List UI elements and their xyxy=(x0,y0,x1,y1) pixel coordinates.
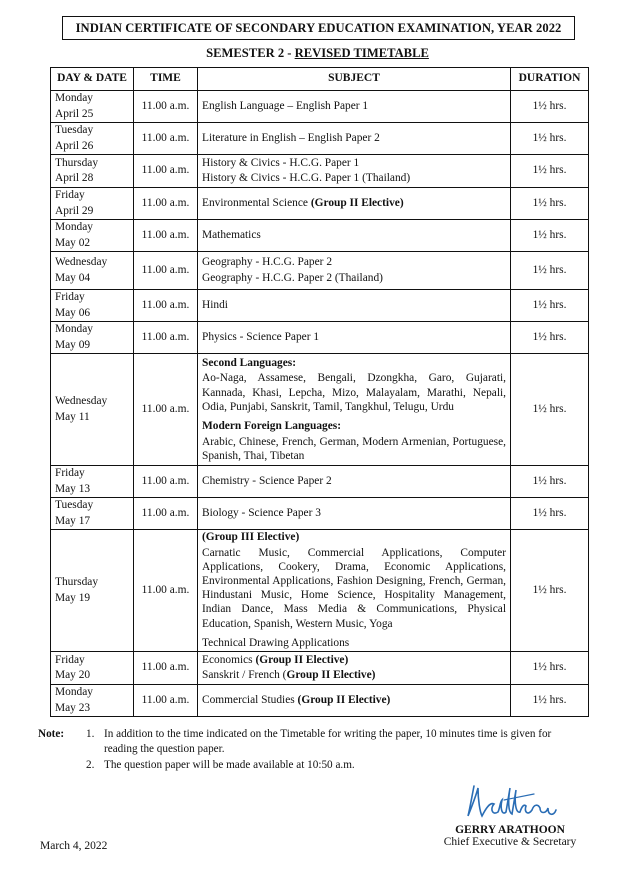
subject-line: Chemistry - Science Paper 2 xyxy=(202,474,332,487)
time-cell: 11.00 a.m. xyxy=(134,685,198,717)
date: May 19 xyxy=(55,591,91,604)
date: May 13 xyxy=(55,482,91,495)
day: Tuesday xyxy=(55,499,94,511)
table-row xyxy=(51,685,589,717)
date: May 06 xyxy=(55,306,91,319)
table-row xyxy=(51,498,589,530)
subject-line: History & Civics - H.C.G. Paper 1 xyxy=(202,156,360,169)
column-header-subject: SUBJECT xyxy=(198,68,511,91)
day-date-cell xyxy=(51,123,134,155)
table-row xyxy=(51,155,589,188)
duration-cell: 1½ hrs. xyxy=(511,685,589,717)
note-number: 2. xyxy=(86,759,95,771)
subject-cell xyxy=(198,123,511,155)
group-iii-heading: (Group III Elective) xyxy=(202,531,300,543)
subject-cell xyxy=(198,91,511,123)
time-cell: 11.00 a.m. xyxy=(134,252,198,290)
note-number: 1. xyxy=(86,728,95,740)
date: May 20 xyxy=(55,669,91,682)
time-cell: 11.00 a.m. xyxy=(134,220,198,252)
subject-cell xyxy=(198,530,511,652)
table-row xyxy=(51,91,589,123)
duration-cell: 1½ hrs. xyxy=(511,354,589,466)
note-item xyxy=(38,727,583,756)
day-date-cell xyxy=(51,252,134,290)
duration-cell: 1½ hrs. xyxy=(511,530,589,652)
group-iii-subjects: Carnatic Music, Commercial Applications, Computer Applications, Cookery, Drama, Economic Applications, Environmental Applications, Fashion Designing, French, German, Hindustani Music, Home Science, Hospitality Management, Indian Dance, Mass Media & Communications, Physical Education, Spanish, Western Music, Yoga xyxy=(202,546,506,630)
elective-tag: (Group II Elective) xyxy=(297,693,391,706)
day-date-cell xyxy=(51,685,134,717)
day-date-cell xyxy=(51,498,134,530)
subject-line: Environmental Science xyxy=(202,196,311,209)
subject-line: Geography - H.C.G. Paper 2 xyxy=(202,256,333,268)
duration-cell: 1½ hrs. xyxy=(511,652,589,685)
subject-text: Economics xyxy=(202,653,256,666)
notes-section xyxy=(38,727,583,773)
subject-cell xyxy=(198,466,511,498)
issued-date: March 4, 2022 xyxy=(40,840,108,852)
duration-cell: 1½ hrs. xyxy=(511,155,589,188)
subject-line: History & Civics - H.C.G. Paper 1 (Thailand) xyxy=(202,172,411,184)
day: Friday xyxy=(55,189,85,201)
day-date-cell xyxy=(51,290,134,322)
time-cell: 11.00 a.m. xyxy=(134,91,198,123)
duration-cell: 1½ hrs. xyxy=(511,252,589,290)
subject-cell xyxy=(198,220,511,252)
notes-label: Note: xyxy=(38,728,65,740)
time-cell: 11.00 a.m. xyxy=(134,123,198,155)
signatory-name: GERRY ARATHOON xyxy=(455,824,565,836)
timetable xyxy=(50,67,589,717)
document-title xyxy=(62,16,575,40)
duration-cell: 1½ hrs. xyxy=(511,290,589,322)
duration-cell: 1½ hrs. xyxy=(511,220,589,252)
time-cell: 11.00 a.m. xyxy=(134,466,198,498)
note-text: The question paper will be made available at 10:50 a.m. xyxy=(104,759,355,771)
subject-cell xyxy=(198,290,511,322)
second-languages-heading: Second Languages: xyxy=(202,356,296,369)
day-date-cell xyxy=(51,188,134,220)
date: May 09 xyxy=(55,338,91,351)
duration-cell: 1½ hrs. xyxy=(511,322,589,354)
day-date-cell xyxy=(51,322,134,354)
signatory-role: Chief Executive & Secretary xyxy=(443,836,577,848)
elective-tag: Group II Elective) xyxy=(286,669,376,682)
day: Monday xyxy=(55,92,93,104)
day: Friday xyxy=(55,467,85,479)
note-item xyxy=(38,758,583,773)
subject-line: English Language – English Paper 1 xyxy=(202,99,369,112)
table-row xyxy=(51,290,589,322)
table-row xyxy=(51,123,589,155)
subject-line: Biology - Science Paper 3 xyxy=(202,506,321,519)
subject-cell xyxy=(198,252,511,290)
duration-cell: 1½ hrs. xyxy=(511,123,589,155)
date: April 25 xyxy=(55,107,94,120)
subject-cell xyxy=(198,354,511,466)
date: April 26 xyxy=(55,139,94,152)
note-text: In addition to the time indicated on the Timetable for writing the paper, 10 minutes time is given for reading the question paper. xyxy=(104,728,552,755)
duration-cell: 1½ hrs. xyxy=(511,466,589,498)
column-header-time: TIME xyxy=(134,68,198,91)
duration-cell: 1½ hrs. xyxy=(511,188,589,220)
foreign-languages-heading: Modern Foreign Languages: xyxy=(202,420,342,433)
subtitle-prefix: SEMESTER 2 - xyxy=(206,46,295,60)
day: Friday xyxy=(55,291,85,303)
elective-tag: (Group II Elective) xyxy=(310,196,404,209)
subject-line: Technical Drawing Applications xyxy=(202,636,350,649)
notes-label-spacer xyxy=(38,758,86,773)
table-row xyxy=(51,530,589,652)
subject-cell xyxy=(198,652,511,685)
signature-block xyxy=(430,782,590,848)
subject-cell xyxy=(198,322,511,354)
subject-cell xyxy=(198,498,511,530)
date: April 28 xyxy=(55,172,94,184)
subject-text: Sanskrit / French ( xyxy=(202,669,287,682)
day-date-cell xyxy=(51,91,134,123)
day: Monday xyxy=(55,686,93,699)
signature-icon xyxy=(460,782,570,824)
subtitle-underlined: REVISED TIMETABLE xyxy=(294,46,429,60)
time-cell: 11.00 a.m. xyxy=(134,530,198,652)
day: Friday xyxy=(55,653,85,666)
day-date-cell xyxy=(51,220,134,252)
date: May 04 xyxy=(55,271,91,284)
time-cell: 11.00 a.m. xyxy=(134,188,198,220)
subject-line: Physics - Science Paper 1 xyxy=(202,330,320,343)
day: Thursday xyxy=(55,576,99,589)
day-date-cell xyxy=(51,466,134,498)
table-row xyxy=(51,322,589,354)
day-date-cell xyxy=(51,530,134,652)
date: May 23 xyxy=(55,701,91,714)
table-row xyxy=(51,252,589,290)
time-cell: 11.00 a.m. xyxy=(134,155,198,188)
column-header-day-date: DAY & DATE xyxy=(51,68,134,91)
date: May 02 xyxy=(55,236,91,249)
subject-line: Literature in English – English Paper 2 xyxy=(202,131,380,144)
table-header-row xyxy=(51,68,589,91)
table-row xyxy=(51,652,589,685)
elective-tag: (Group II Elective) xyxy=(255,653,349,666)
document-subtitle xyxy=(0,46,635,61)
day-date-cell xyxy=(51,155,134,188)
time-cell: 11.00 a.m. xyxy=(134,498,198,530)
duration-cell: 1½ hrs. xyxy=(511,498,589,530)
day-date-cell xyxy=(51,652,134,685)
table-row xyxy=(51,466,589,498)
table-row xyxy=(51,220,589,252)
subject-cell xyxy=(198,685,511,717)
day: Wednesday xyxy=(55,256,108,268)
time-cell: 11.00 a.m. xyxy=(134,290,198,322)
duration-cell: 1½ hrs. xyxy=(511,91,589,123)
subject-cell xyxy=(198,188,511,220)
date: May 17 xyxy=(55,514,91,527)
time-cell: 11.00 a.m. xyxy=(134,652,198,685)
table-row xyxy=(51,188,589,220)
time-cell: 11.00 a.m. xyxy=(134,322,198,354)
column-header-duration: DURATION xyxy=(511,68,589,91)
day: Tuesday xyxy=(55,124,94,136)
subject-line xyxy=(202,653,506,669)
day: Monday xyxy=(55,323,93,335)
foreign-languages-list: Arabic, Chinese, French, German, Modern Armenian, Portuguese, Spanish, Thai, Tibetan xyxy=(202,435,506,462)
day: Thursday xyxy=(55,156,99,169)
date: May 11 xyxy=(55,410,90,423)
time-cell: 11.00 a.m. xyxy=(134,354,198,466)
date: April 29 xyxy=(55,204,94,217)
title-text: INDIAN CERTIFICATE OF SECONDARY EDUCATION EXAMINATION, YEAR 2022 xyxy=(75,20,562,35)
subject-line: Mathematics xyxy=(202,228,261,241)
day: Wednesday xyxy=(55,395,108,407)
day: Monday xyxy=(55,221,93,233)
subject-line xyxy=(202,668,506,684)
second-languages-list: Ao-Naga, Assamese, Bengali, Dzongkha, Garo, Gujarati, Kannada, Khasi, Lepcha, Mizo, Malayalam, Marathi, Nepali, Odia, Punjabi, Sanskrit, Tamil, Tangkhul, Telugu, Urdu xyxy=(202,372,506,413)
day-date-cell xyxy=(51,354,134,466)
subject-line: Geography - H.C.G. Paper 2 (Thailand) xyxy=(202,271,383,284)
table-row xyxy=(51,354,589,466)
subject-line: Hindi xyxy=(202,298,228,311)
subject-cell xyxy=(198,155,511,188)
subject-line: Commercial Studies xyxy=(202,693,298,706)
